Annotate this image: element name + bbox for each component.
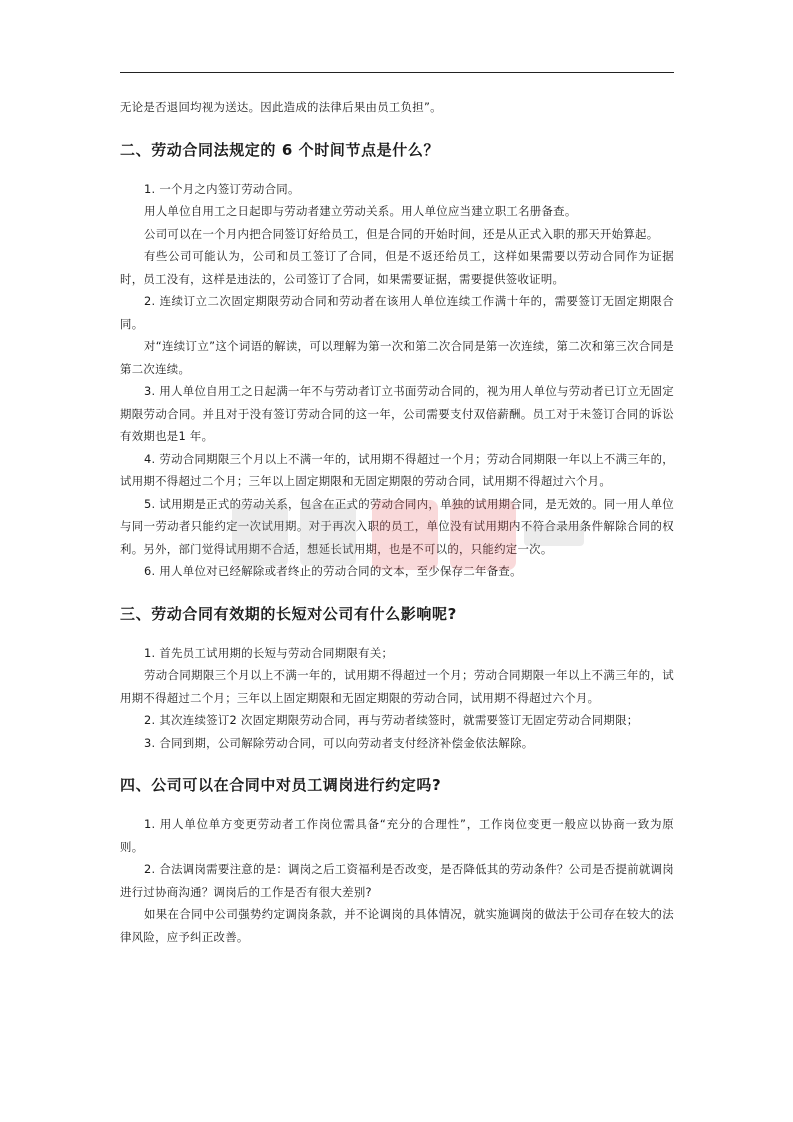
- section-2-paragraph: 6. 用人单位对已经解除或者终止的劳动合同的文本，至少保存二年备查。: [144, 564, 522, 578]
- section-2-paragraph: 2. 连续订立二次固定期限劳动合同和劳动者在该用人单位连续工作满十年的，需要签订无固定期限合同。: [120, 294, 674, 331]
- section-2-paragraph: 3. 用人单位自用工之日起满一年不与劳动者订立书面劳动合同的，视为用人单位与劳动者已订立无固定期限劳动合同。并且对于没有签订劳动合同的这一年，公司需要支付双倍薪酬。员工对于未签订合同的诉讼有效期也是1 年。: [120, 384, 674, 443]
- section-4-paragraph: 2. 合法调岗需要注意的是：调岗之后工资福利是否改变，是否降低其的劳动条件？公司是否提前就调岗进行过协商沟通？调岗后的工作是否有很大差别?: [120, 862, 674, 899]
- section-3-paragraph: 1. 首先员工试用期的长短与劳动合同期限有关；: [144, 645, 394, 660]
- section-4-paragraph: 1. 用人单位单方变更劳动者工作岗位需具备“充分的合理性”，工作岗位变更一般应以协商一致为原则。: [120, 817, 674, 854]
- section-2-paragraph: 公司可以在一个月内把合同签订好给员工，但是合同的开始时间，还是从正式入职的那天开始算起。: [144, 226, 659, 241]
- section-2-paragraph: 对“连续订立”这个词语的解读，可以理解为第一次和第二次合同是第一次连续，第二次和第三次合同是第二次连续。: [120, 339, 674, 376]
- header-rule: [120, 72, 674, 73]
- section-4-heading: 四、公司可以在合同中对员工调岗进行约定吗?: [120, 776, 442, 794]
- section-2-paragraph: 5. 试用期是正式的劳动关系，包含在正式的劳动合同内，单独的试用期合同，是无效的。同一用人单位与同一劳动者只能约定一次试用期。对于再次入职的员工，单位没有试用期内不符合录用条件解除合同的权利。另外，部门觉得试用期不合适，想延长试用期，也是不可以的，只能约定一次。: [120, 496, 674, 556]
- section-2-paragraph: 有些公司可能认为，公司和员工签订了合同，但是不返还给员工，这样如果需要以劳动合同作为证据时，员工没有，这样是违法的，公司签订了合同，如果需要证据，需要提供签收证明。: [120, 249, 674, 286]
- section-4-paragraph: 如果在合同中公司强势约定调岗条款，并不论调岗的具体情况，就实施调岗的做法于公司存在较大的法律风险，应予纠正改善。: [120, 907, 674, 944]
- section-3-paragraph: 劳动合同期限三个月以上不满一年的，试用期不得超过一个月；劳动合同期限一年以上不满三年的，试用期不得超过二个月；三年以上固定期限和无固定期限的劳动合同，试用期不得超过六个月。: [120, 668, 674, 705]
- section-2-paragraph: 用人单位自用工之日起即与劳动者建立劳动关系。用人单位应当建立职工名册备查。: [144, 204, 577, 218]
- section-3-paragraph: 2. 其次连续签订2 次固定期限劳动合同，再与劳动者续签时，就需要签订无固定劳动合同期限；: [144, 713, 639, 727]
- document-body: [120, 96, 674, 948]
- section-2-heading: 二、劳动合同法规定的 6 个时间节点是什么？: [120, 140, 440, 159]
- section-3-paragraph: 3. 合同到期，公司解除劳动合同，可以向劳动者支付经济补偿金依法解除。: [144, 735, 534, 750]
- section-3-heading: 三、劳动合同有效期的长短对公司有什么影响呢?: [120, 604, 457, 623]
- section-2-paragraph: 4. 劳动合同期限三个月以上不满一年的，试用期不得超过一个月；劳动合同期限一年以上不满三年的，试用期不得超过二个月；三年以上固定期限和无固定期限的劳动合同，试用期不得超过六个月。: [120, 451, 674, 488]
- intro-paragraph: 无论是否退回均视为送达。因此造成的法律后果由员工负担”。: [120, 100, 442, 114]
- section-2-paragraph: 1. 一个月之内签订劳动合同。: [144, 181, 300, 196]
